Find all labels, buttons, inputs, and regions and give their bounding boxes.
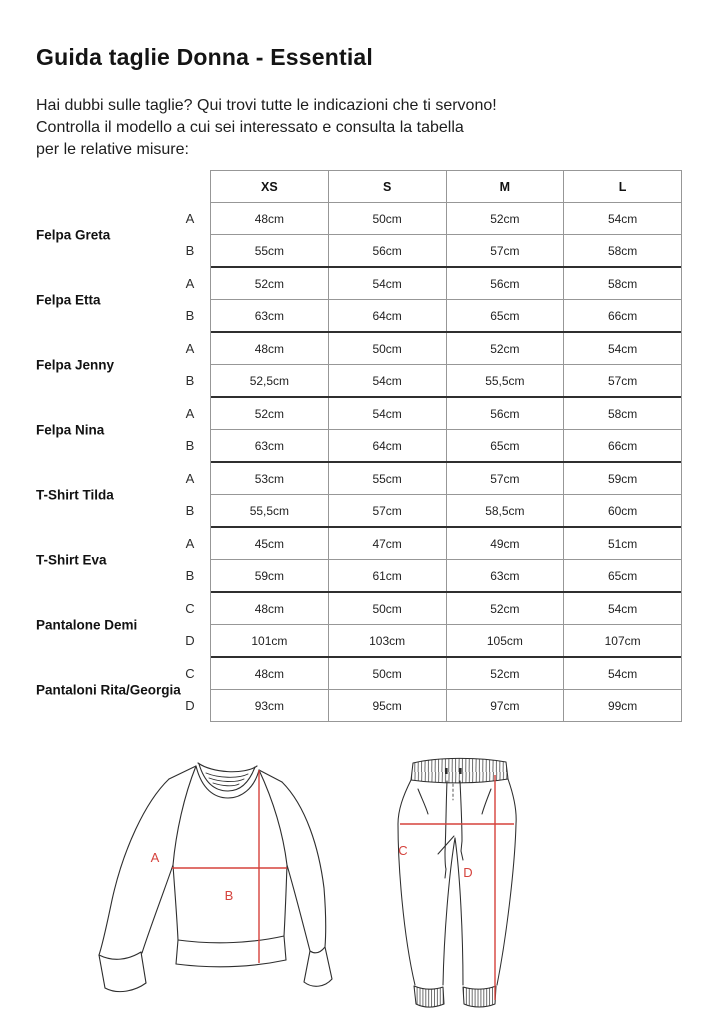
size-value-cell: 54cm	[563, 333, 681, 364]
table-row	[185, 593, 681, 624]
size-value-cell: 50cm	[328, 658, 446, 689]
measure-letter: A	[185, 341, 195, 356]
size-value-cell: 52cm	[254, 406, 285, 421]
size-value-cell: 48cm	[254, 601, 285, 616]
size-value-cell: 57cm	[563, 365, 681, 396]
size-value-cell: 56cm	[446, 268, 564, 299]
size-value-cell: 57cm	[328, 495, 446, 526]
measure-letter: C	[185, 666, 195, 681]
measure-letter: B	[185, 438, 195, 453]
sweatshirt-diagram	[85, 748, 350, 1018]
measure-label-b: B	[224, 888, 234, 903]
size-value-cell: 54cm	[563, 658, 681, 689]
size-value-cell: 93cm	[254, 698, 285, 713]
garment-label: Felpa Nina	[36, 422, 105, 437]
table-group	[36, 398, 681, 463]
pants-outline	[398, 758, 516, 1007]
garment-label: T-Shirt Tilda	[36, 487, 114, 502]
size-value-cell: 50cm	[328, 593, 446, 624]
size-value-cell: 58,5cm	[446, 495, 564, 526]
size-value-cell: 65cm	[446, 430, 564, 461]
size-value-cell: 63cm	[254, 308, 285, 323]
garment-label: Felpa Etta	[36, 292, 101, 307]
table-row	[185, 299, 681, 331]
garment-label: T-Shirt Eva	[36, 552, 107, 567]
size-value-cell: 55,5cm	[446, 365, 564, 396]
measure-label-c: C	[398, 843, 408, 858]
table-row	[185, 203, 681, 234]
intro-line-1: Hai dubbi sulle taglie? Qui trovi tutte le indicazioni che ti servono!	[36, 97, 497, 114]
size-value-cell: 53cm	[254, 471, 285, 486]
size-value-cell: 54cm	[563, 593, 681, 624]
table-group	[36, 528, 681, 593]
table-row	[185, 494, 681, 526]
size-table	[36, 170, 682, 722]
size-value-cell: 52cm	[446, 203, 564, 234]
size-value-cell: 52cm	[254, 276, 285, 291]
size-value-cell: 66cm	[563, 300, 681, 331]
table-row	[185, 364, 681, 396]
size-value-cell: 59cm	[254, 568, 285, 583]
size-value-cell: 56cm	[328, 235, 446, 266]
size-value-cell: 51cm	[563, 528, 681, 559]
size-value-cell: 107cm	[563, 625, 681, 656]
measure-letter: A	[185, 211, 195, 226]
size-value-cell: 65cm	[446, 300, 564, 331]
size-value-cell: 58cm	[563, 268, 681, 299]
garment-label: Felpa Jenny	[36, 357, 115, 372]
size-value-cell: 54cm	[328, 398, 446, 429]
measure-label-d: D	[463, 865, 473, 880]
garment-label: Pantaloni Rita/Georgia	[36, 682, 181, 697]
size-value-cell: 55cm	[328, 463, 446, 494]
size-value-cell: 61cm	[328, 560, 446, 591]
size-value-cell: 64cm	[328, 430, 446, 461]
size-value-cell: 103cm	[328, 625, 446, 656]
size-value-cell: 52cm	[446, 658, 564, 689]
intro-paragraph	[36, 95, 497, 161]
size-value-cell: 65cm	[563, 560, 681, 591]
measure-letter: C	[185, 601, 195, 616]
size-value-cell: 99cm	[563, 690, 681, 721]
size-value-cell: 101cm	[251, 633, 288, 648]
measure-letter: A	[185, 406, 195, 421]
size-value-cell: 59cm	[563, 463, 681, 494]
table-row	[185, 624, 681, 656]
table-group	[36, 268, 681, 333]
table-row	[185, 333, 681, 364]
table-group	[36, 658, 681, 721]
measure-letter: A	[185, 536, 195, 551]
size-table-groups	[36, 203, 681, 721]
size-value-cell: 63cm	[446, 560, 564, 591]
measure-letter: D	[185, 698, 195, 713]
size-value-cell: 54cm	[328, 365, 446, 396]
size-value-cell: 56cm	[446, 398, 564, 429]
size-value-cell: 95cm	[328, 690, 446, 721]
table-row	[185, 559, 681, 591]
size-value-cell: 54cm	[563, 203, 681, 234]
size-value-cell: 48cm	[254, 341, 285, 356]
measure-label-a: A	[150, 850, 160, 865]
column-header-s: S	[328, 171, 446, 202]
table-group	[36, 333, 681, 398]
size-value-cell: 60cm	[563, 495, 681, 526]
size-value-cell: 105cm	[446, 625, 564, 656]
table-row	[185, 658, 681, 689]
size-value-cell: 50cm	[328, 203, 446, 234]
size-table-header	[211, 171, 681, 203]
size-value-cell: 55,5cm	[249, 503, 290, 518]
size-value-cell: 57cm	[446, 463, 564, 494]
size-value-cell: 54cm	[328, 268, 446, 299]
garment-label: Felpa Greta	[36, 227, 111, 242]
measure-letter: B	[185, 503, 195, 518]
size-value-cell: 52cm	[446, 593, 564, 624]
table-group	[36, 593, 681, 658]
size-value-cell: 64cm	[328, 300, 446, 331]
size-value-cell: 58cm	[563, 398, 681, 429]
size-value-cell: 48cm	[254, 666, 285, 681]
size-value-cell: 48cm	[254, 211, 285, 226]
size-value-cell: 97cm	[446, 690, 564, 721]
measure-letter: D	[185, 633, 195, 648]
size-value-cell: 63cm	[254, 438, 285, 453]
size-value-cell: 58cm	[563, 235, 681, 266]
table-row	[185, 689, 681, 721]
column-header-xs: XS	[261, 179, 278, 194]
size-value-cell: 52cm	[446, 333, 564, 364]
measure-letter: B	[185, 568, 195, 583]
size-value-cell: 50cm	[328, 333, 446, 364]
table-row	[185, 463, 681, 494]
intro-line-2: Controlla il modello a cui sei interessato e consulta la tabella	[36, 119, 464, 136]
size-value-cell: 66cm	[563, 430, 681, 461]
measure-letter: A	[185, 471, 195, 486]
table-row	[185, 234, 681, 266]
measure-letter: B	[185, 308, 195, 323]
pants-diagram	[390, 748, 535, 1018]
size-value-cell: 52,5cm	[249, 373, 290, 388]
measure-letter: A	[185, 276, 195, 291]
measure-letter: B	[185, 373, 195, 388]
table-group	[36, 463, 681, 528]
sweatshirt-outline	[99, 763, 332, 992]
table-row	[185, 398, 681, 429]
column-header-l: L	[563, 171, 681, 202]
garment-label: Pantalone Demi	[36, 617, 138, 632]
size-value-cell: 55cm	[254, 243, 285, 258]
size-value-cell: 47cm	[328, 528, 446, 559]
table-group	[36, 203, 681, 268]
table-row	[185, 429, 681, 461]
size-value-cell: 57cm	[446, 235, 564, 266]
intro-line-3: per le relative misure:	[36, 141, 189, 158]
size-value-cell: 45cm	[254, 536, 285, 551]
table-row	[185, 528, 681, 559]
table-row	[185, 268, 681, 299]
measure-letter: B	[185, 243, 195, 258]
column-header-m: M	[446, 171, 564, 202]
page-title: Guida taglie Donna - Essential	[36, 44, 374, 70]
size-value-cell: 49cm	[446, 528, 564, 559]
